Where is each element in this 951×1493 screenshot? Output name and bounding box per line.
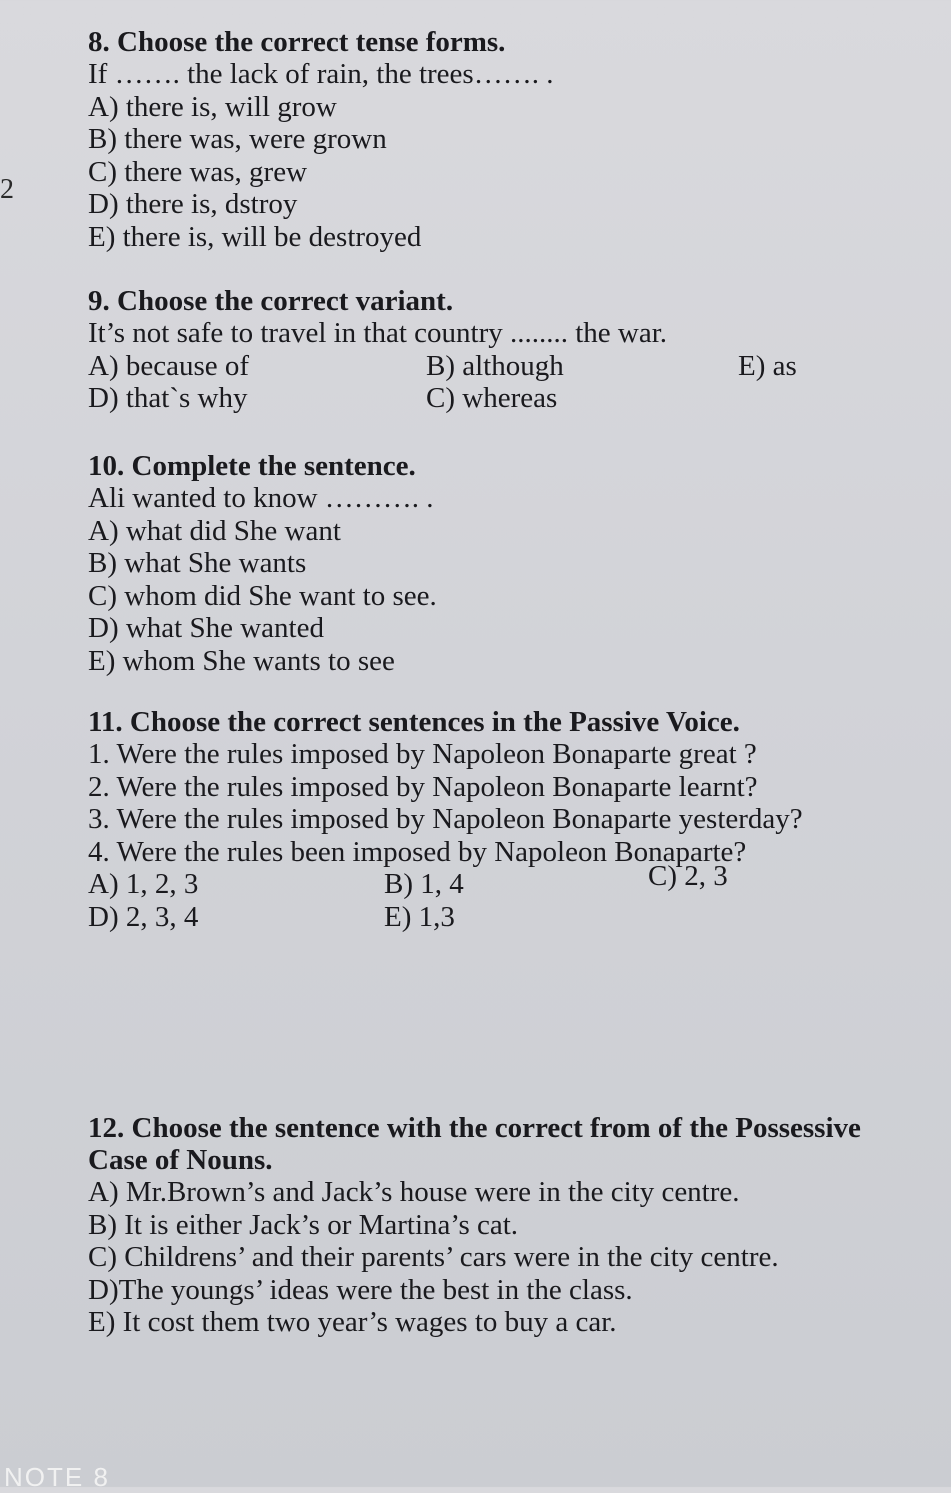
answer-option: D) what She wanted: [88, 612, 324, 644]
question-10: [88, 450, 918, 677]
answer-row: [88, 382, 918, 415]
answer-option: C) 2, 3: [648, 860, 728, 892]
passive-item: 4. Were the rules been imposed by Napoleon Bonaparte?: [88, 835, 747, 868]
answer-option: C) whom did She want to see.: [88, 579, 437, 612]
passive-item: 2. Were the rules imposed by Napoleon Bonaparte learnt?: [88, 770, 758, 803]
question-9: [88, 285, 918, 415]
answer-option: A) Mr.Brown’s and Jack’s house were in the city centre.: [88, 1176, 740, 1208]
passive-item: 1. Were the rules imposed by Napoleon Bonaparte great ?: [88, 738, 757, 770]
answer-option: A) what did She want: [88, 514, 341, 547]
question-8: [88, 26, 918, 253]
question-title: 12. Choose the sentence with the correct from of the Possessive Case of Nouns.: [88, 1112, 861, 1176]
footer-note: NOTE 8: [4, 1462, 110, 1492]
answer-row: [88, 901, 888, 934]
answer-option: E) 1,3: [384, 900, 455, 933]
question-title: 9. Choose the correct variant.: [88, 285, 454, 317]
answer-option: B) 1, 4: [384, 868, 464, 900]
answer-option: C) whereas: [426, 382, 558, 414]
answer-option: E) there is, will be destroyed: [88, 220, 422, 253]
answer-option: E) It cost them two year’s wages to buy a car.: [88, 1306, 617, 1338]
answer-option: A) 1, 2, 3: [88, 868, 199, 900]
answer-option: B) there was, were grown: [88, 123, 387, 155]
question-stem: If ……. the lack of rain, the trees……. .: [88, 58, 554, 90]
answer-row: [88, 350, 918, 383]
answer-option: E) whom She wants to see: [88, 644, 395, 677]
answer-option: D) there is, dstroy: [88, 188, 298, 220]
answer-option: C) Childrens’ and their parents’ cars were in the city centre.: [88, 1241, 779, 1273]
answer-option: C) there was, grew: [88, 155, 308, 188]
question-stem: Ali wanted to know ………. .: [88, 482, 434, 514]
answer-option: A) there is, will grow: [88, 90, 337, 123]
question-title: 11. Choose the correct sentences in the Passive Voice.: [88, 706, 740, 738]
answer-option: B) although: [426, 349, 564, 382]
answer-option: B) what She wants: [88, 547, 307, 579]
answer-option: B) It is either Jack’s or Martina’s cat.: [88, 1208, 519, 1241]
edge-mark: 2: [0, 174, 14, 205]
answer-option: D) that`s why: [88, 382, 248, 414]
question-title: 10. Complete the sentence.: [88, 450, 416, 482]
answer-option: A) because of: [88, 349, 250, 382]
answer-option: E) as: [738, 349, 797, 382]
question-title: 8. Choose the correct tense forms.: [88, 26, 506, 58]
passive-item: 3. Were the rules imposed by Napoleon Bonaparte yesterday?: [88, 803, 803, 835]
question-11: [88, 706, 888, 933]
answer-row: [88, 860, 888, 901]
answer-option: D)The youngs’ ideas were the best in the class.: [88, 1273, 633, 1306]
answer-option: D) 2, 3, 4: [88, 900, 199, 933]
question-stem: It’s not safe to travel in that country ........ the war.: [88, 317, 668, 349]
question-12: [88, 1112, 908, 1339]
